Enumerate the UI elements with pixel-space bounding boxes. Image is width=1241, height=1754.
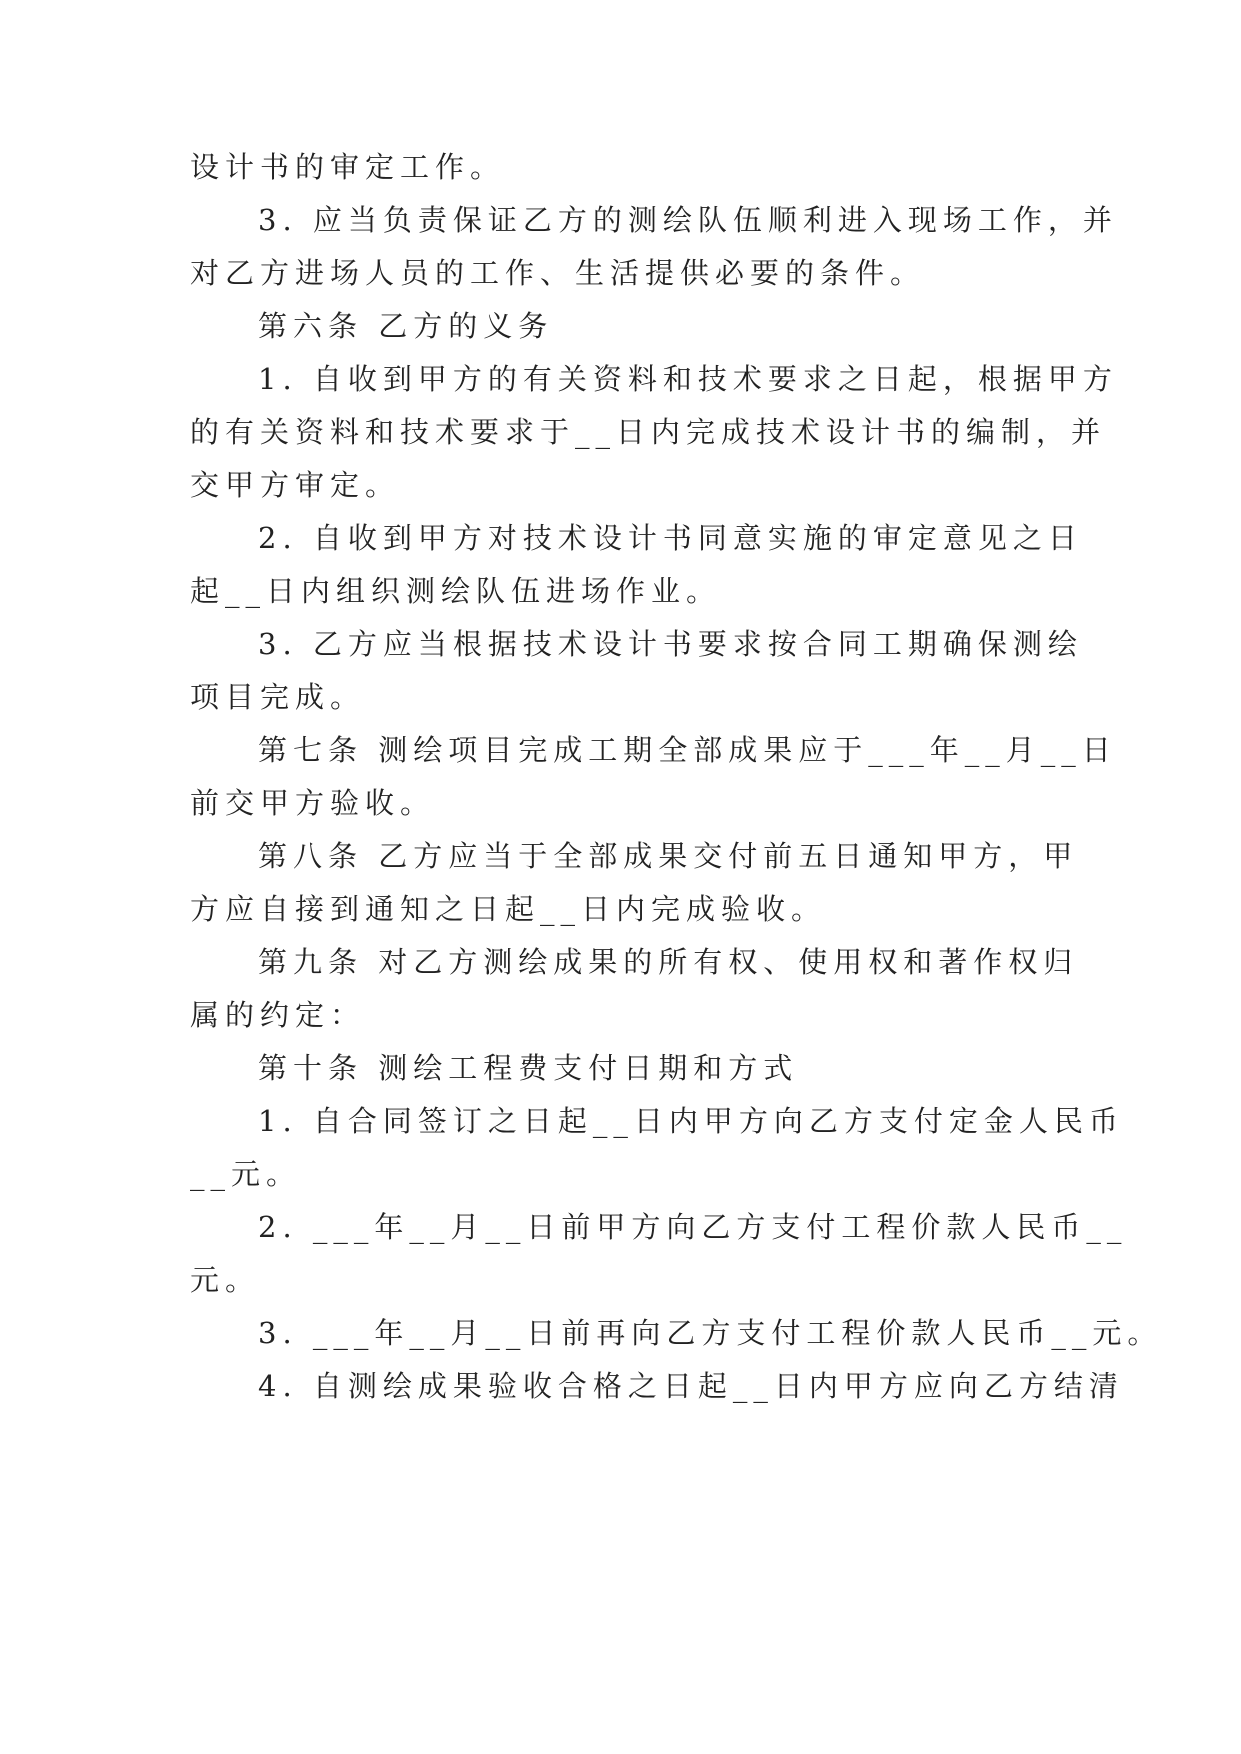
text-line: 元。 [190,1263,261,1297]
text-line: 4. 自测绘成果验收合格之日起__日内甲方应向乙方结清 [258,1369,1124,1403]
text-line: 1. 自收到甲方的有关资料和技术要求之日起，根据甲方 [258,362,1118,396]
text-line: 3. 乙方应当根据技术设计书要求按合同工期确保测绘 [258,627,1083,661]
text-line: 对乙方进场人员的工作、生活提供必要的条件。 [190,256,926,290]
section-heading: 第九条 对乙方测绘成果的所有权、使用权和著作权归 [258,945,1079,979]
section-heading: 第六条 乙方的义务 [258,309,554,343]
text-line: 项目完成。 [190,680,366,714]
text-line: 前交甲方验收。 [190,786,436,820]
text-line: 交甲方审定。 [190,468,401,502]
text-line: 1. 自合同签订之日起__日内甲方向乙方支付定金人民币 [258,1104,1124,1138]
text-line: 3. ___年__月__日前再向乙方支付工程价款人民币__元。 [258,1316,1163,1350]
text-line: 3. 应当负责保证乙方的测绘队伍顺利进入现场工作，并 [258,203,1118,237]
text-line: __元。 [190,1157,302,1191]
section-heading: 第八条 乙方应当于全部成果交付前五日通知甲方，甲 [258,839,1079,873]
text-line: 2. 自收到甲方对技术设计书同意实施的审定意见之日 [258,521,1083,555]
section-heading: 第七条 测绘项目完成工期全部成果应于___年__月__日 [258,733,1117,767]
text-line: 2. ___年__月__日前甲方向乙方支付工程价款人民币__ [258,1210,1128,1244]
text-line: 设计书的审定工作。 [190,150,506,184]
text-line: 属的约定： [190,998,366,1032]
section-heading: 第十条 测绘工程费支付日期和方式 [258,1051,799,1085]
text-line: 方应自接到通知之日起__日内完成验收。 [190,892,827,926]
text-line: 起__日内组织测绘队伍进场作业。 [190,574,722,608]
text-line: 的有关资料和技术要求于__日内完成技术设计书的编制，并 [190,415,1107,449]
